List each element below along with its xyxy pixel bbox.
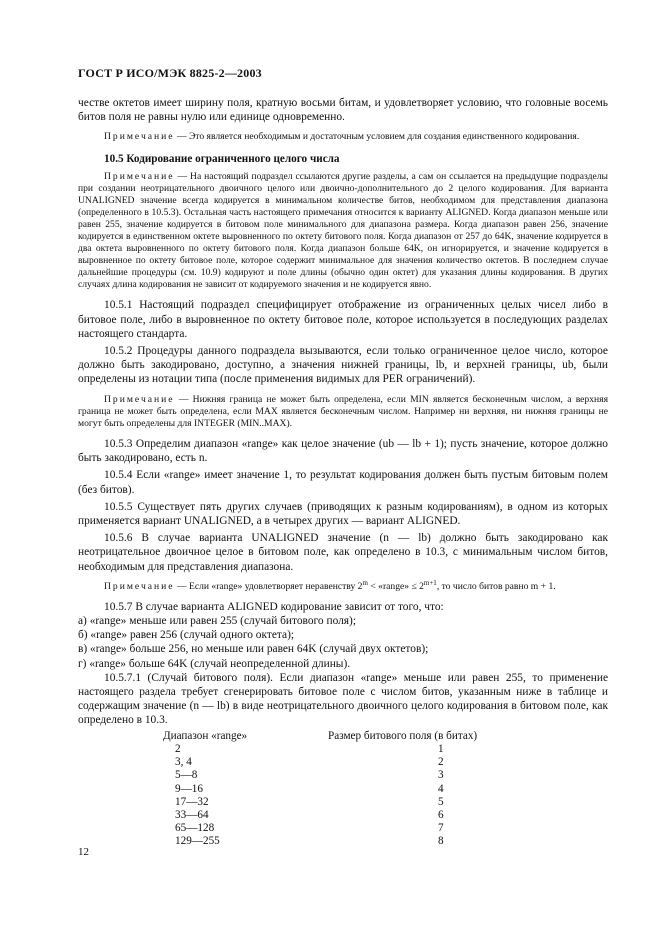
- note-text: — Это является необходимым и достаточным условием для создания единственного кодирования.: [174, 131, 580, 143]
- paragraph-10-5-5: 10.5.5 Существует пять других случаев (приводящих к разным кодированиям), в одном из которых применяется вариант UNALIGNED, а в четырех других — вариант ALIGNED.: [78, 500, 608, 527]
- table-row: [78, 822, 608, 835]
- note-section: [78, 171, 608, 292]
- table-cell-range: 2: [175, 742, 181, 755]
- range-bitfield-table: [78, 730, 608, 849]
- table-row: [78, 769, 608, 782]
- paragraph-10-5-6: 10.5.6 В случае варианта UNALIGNED значение (n — lb) должно быть закодировано как неотрицательное двоичное целое в битовом поле, как определено в 10.3, с минимальным числом битов, необходимым для представления диапазона.: [78, 532, 608, 573]
- table-row: [78, 809, 608, 822]
- section-heading: 10.5 Кодирование ограниченного целого числа: [104, 152, 340, 165]
- note-bounds: [78, 394, 608, 430]
- paragraph-10-5-1: 10.5.1 Настоящий подраздел специфицирует отображение из ограниченных целых чисел либо в битовое поле, либо в выровненное по октету битовое поле, которое используется в последующих разделах настоящего стандарта.: [78, 299, 608, 340]
- table-header-row: [78, 730, 608, 743]
- paragraph-10-5-4: 10.5.4 Если «range» имеет значение 1, то результат кодирования должен быть пустым битовым полем (без битов).: [78, 469, 608, 496]
- document-header: ГОСТ Р ИСО/МЭК 8825-2—2003: [78, 66, 262, 80]
- list-item: б) «range» равен 256 (случай одного октета);: [78, 629, 295, 642]
- table-row: [78, 783, 608, 796]
- page-content: [78, 96, 608, 849]
- table-row: [78, 796, 608, 809]
- note-range-inequality: Примечание — Если «range» удовлетворяет неравенству $2^m$ < «range» ≤ $2^{m+1}$, то число битов равно m + 1.: [104, 578, 556, 592]
- note-label: Примечание: [104, 170, 175, 182]
- table-header-size: Размер битового поля (в битах): [328, 729, 478, 742]
- note-text: — На настоящий подраздел ссылаются другие разделы, а сам он ссылается на предыдущие подразделы при создании неотрицательного двоичного целого или двоично-дополнительного до 2 целого кодирования. Для варианта UNALIGNED значение всегда кодируется в минимальном количестве битов, необходимом для представления диапазона (определенного в 10.5.3). Остальная часть настоящего примечания относится к варианту ALIGNED. Когда диапазон меньше или равен 255, значение кодируется в битовом поле минимального для диапазона размера. Когда диапазон равен 256, значение кодируется в единственном октете выровненного по октету битового поля. Когда диапазон от 257 до 64K, значение кодируется в два октета выровненного по октету битового поля. Когда диапазон больше 64K, он игнорируется, и значение кодируется в выровненное по октету битовое поле, которое содержит минимальное для значения количество октетов. В последнем случае дальнейшие процедуры (см. 10.9) кодируют и поле длины (обычно один октет) для указания длины кодирования. В других случаях длина кодирования не зависит от кодируемого значения и не кодируется явно.: [78, 170, 608, 291]
- table-cell-size: 7: [438, 822, 444, 835]
- note-label: Примечание: [104, 580, 175, 592]
- table-cell-range: 9—16: [175, 782, 203, 795]
- list-item: г) «range» больше 64K (случай неопределенной длины).: [78, 657, 351, 670]
- table-header-range: Диапазон «range»: [163, 729, 248, 742]
- table-cell-range: 65—128: [175, 822, 215, 835]
- table-cell-size: 1: [438, 742, 444, 755]
- table-cell-size: 6: [438, 808, 444, 821]
- table-row: [78, 835, 608, 848]
- note-label: Примечание: [104, 393, 175, 405]
- table-cell-size: 8: [438, 835, 444, 848]
- list-item: в) «range» больше 256, но меньше или равен 64K (случай двух октетов);: [78, 643, 429, 656]
- note-intro: [78, 131, 608, 143]
- note-text: — Нижняя граница не может быть определена, если MIN является бесконечным числом, а верхняя граница не может быть определена, если MAX является бесконечным числом. Например ни верхняя, ни нижняя границы не могут быть определены для INTEGER (MIN..MAX).: [78, 393, 608, 429]
- table-cell-size: 2: [438, 756, 444, 769]
- table-cell-range: 5—8: [175, 769, 198, 782]
- table-row: [78, 743, 608, 756]
- page-number: 12: [78, 846, 89, 858]
- paragraph-10-5-2: 10.5.2 Процедуры данного подраздела вызываются, если только ограниченное целое число, которое должно быть закодировано, доступно, а значения нижней границы, lb, и верхней границы, ub, были определены из нотации типа (после применения видимых для PER ограничений).: [78, 345, 608, 386]
- table-cell-range: 17—32: [175, 795, 209, 808]
- paragraph-10-5-3: 10.5.3 Определим диапазон «range» как целое значение (ub — lb + 1); пусть значение, которое должно быть закодировано, есть n.: [78, 437, 608, 465]
- table-cell-size: 5: [438, 795, 444, 808]
- table-row: [78, 756, 608, 769]
- paragraph-10-5-7: 10.5.7 В случае варианта ALIGNED кодирование зависит от того, что:: [104, 600, 444, 613]
- note-label: Примечание: [104, 131, 175, 143]
- paragraph-continuation: честве октетов имеет ширину поля, кратную восьми битам, и удовлетворяет условию, что головные восемь битов поля не равны нулю или единице одновременно.: [78, 97, 608, 124]
- paragraph-10-5-7-1: 10.5.7.1 (Случай битового поля). Если диапазон «range» меньше или равен 255, то применение настоящего раздела требует сгенерировать битовое поле с числом битов, указанным ниже в таблице и содержащим значение (n — lb) в виде неотрицательного двоичного целого кодирования в битовом поле, как определено в 10.3.: [78, 671, 608, 727]
- table-cell-range: 129—255: [175, 835, 220, 848]
- table-cell-range: 3, 4: [175, 756, 192, 769]
- table-cell-size: 4: [438, 782, 444, 795]
- table-cell-range: 33—64: [175, 808, 209, 821]
- list-item: а) «range» меньше или равен 255 (случай битового поля);: [78, 615, 356, 628]
- table-cell-size: 3: [438, 769, 444, 782]
